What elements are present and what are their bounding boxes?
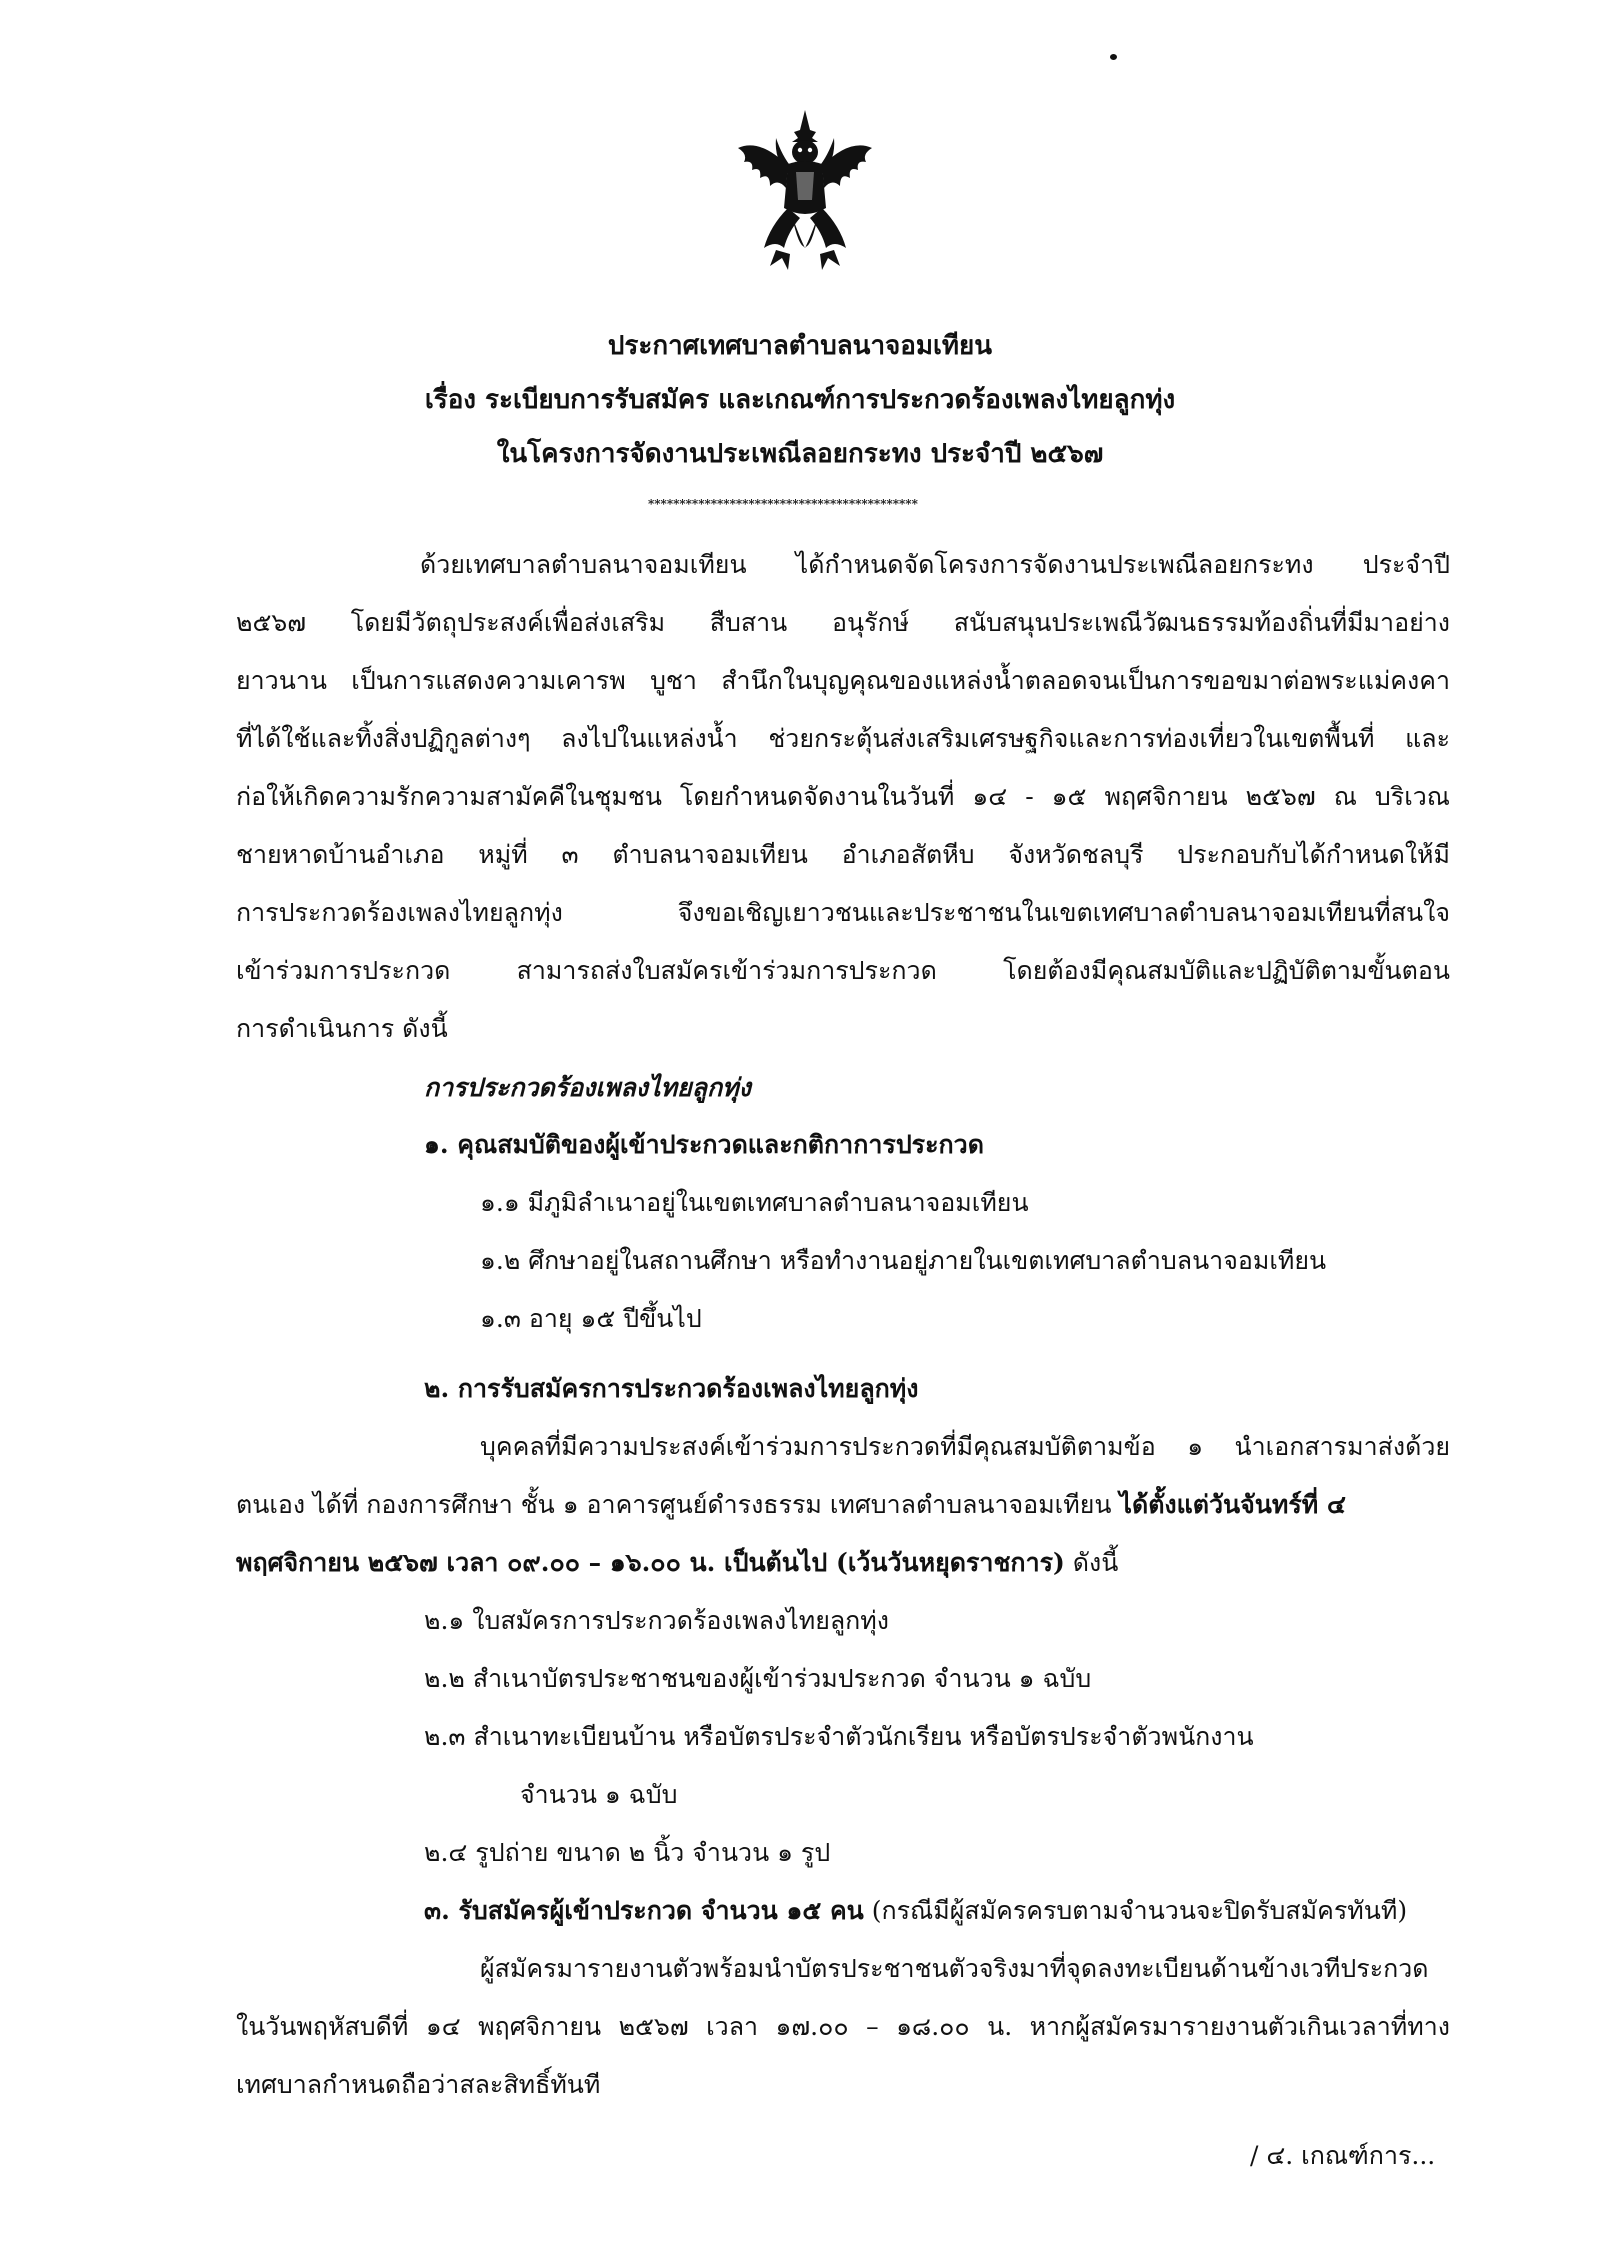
- section3-heading: [424, 1893, 1407, 1929]
- section2-paragraph-line: [236, 1545, 1118, 1581]
- section1-item: ๑.๒ ศึกษาอยู่ในสถานศึกษา หรือทำงานอยู่ภายในเขตเทศบาลตำบลนาจอมเทียน: [480, 1246, 1327, 1275]
- announcement-project: ในโครงการจัดงานประเพณีลอยกระทง ประจำปี ๒๕๖๗: [496, 439, 1104, 469]
- intro-line: ที่ได้ใช้และทิ้งสิ่งปฏิกูลต่างๆ ลงไปในแหล่งน้ำ ช่วยกระตุ้นส่งเสริมเศรษฐกิจและการท่องเที่ยวในเขตพื้นที่ และ: [236, 724, 1450, 753]
- section3-paragraph-line: ในวันพฤหัสบดีที่ ๑๔ พฤศจิกายน ๒๕๖๗ เวลา ๑๗.๐๐ – ๑๘.๐๐ น. หากผู้สมัครมารายงานตัวเกินเวลาที่ทาง: [236, 2012, 1450, 2041]
- section1-heading: ๑. คุณสมบัติของผู้เข้าประกวดและกติกาการประกวด: [424, 1130, 984, 1159]
- section2-item-continuation: จำนวน ๑ ฉบับ: [520, 1780, 678, 1809]
- section3-heading-bold: ๓. รับสมัครผู้เข้าประกวด จำนวน ๑๕ คน: [424, 1896, 864, 1925]
- section2-paragraph-line: [236, 1487, 1346, 1523]
- intro-line: ชายหาดบ้านอำเภอ หมู่ที่ ๓ ตำบลนาจอมเทียน อำเภอสัตหีบ จังหวัดชลบุรี ประกอบกับได้กำหนดให้มี: [236, 840, 1450, 869]
- section2-as-follows: ดังนี้: [1064, 1548, 1119, 1577]
- section3-heading-note: (กรณีมีผู้สมัครครบตามจำนวนจะปิดรับสมัครทันที): [863, 1896, 1408, 1925]
- intro-line: ด้วยเทศบาลตำบลนาจอมเทียน ได้กำหนดจัดโครงการจัดงานประเพณีลอยกระทง ประจำปี: [420, 550, 1450, 579]
- section2-item: ๒.๔ รูปถ่าย ขนาด ๒ นิ้ว จำนวน ๑ รูป: [424, 1838, 831, 1867]
- garuda-emblem-icon: [730, 108, 880, 278]
- section2-item: ๒.๓ สำเนาทะเบียนบ้าน หรือบัตรประจำตัวนักเรียน หรือบัตรประจำตัวพนักงาน: [424, 1722, 1254, 1751]
- section2-heading: ๒. การรับสมัครการประกวดร้องเพลงไทยลูกทุ่ง: [424, 1374, 919, 1403]
- section1-item: ๑.๓ อายุ ๑๕ ปีขึ้นไป: [480, 1304, 702, 1333]
- title-divider: *******************************************: [648, 497, 918, 511]
- contest-heading: การประกวดร้องเพลงไทยลูกทุ่ง: [424, 1073, 751, 1102]
- section3-paragraph-line: ผู้สมัครมารายงานตัวพร้อมนำบัตรประชาชนตัวจริงมาที่จุดลงทะเบียนด้านข้างเวทีประกวด: [480, 1954, 1429, 1983]
- intro-line: ก่อให้เกิดความรักความสามัคคีในชุมชน โดยกำหนดจัดงานในวันที่ ๑๔ - ๑๕ พฤศจิกายน ๒๕๖๗ ณ บริเวณ: [236, 782, 1450, 811]
- section2-start-date: ได้ตั้งแต่วันจันทร์ที่ ๔: [1119, 1490, 1346, 1519]
- section2-location-text: ตนเอง ได้ที่ กองการศึกษา ชั้น ๑ อาคารศูนย์ดำรงธรรม เทศบาลตำบลนาจอมเทียน: [236, 1490, 1120, 1519]
- intro-line: การดำเนินการ ดังนี้: [236, 1014, 448, 1043]
- announcement-title: ประกาศเทศบาลตำบลนาจอมเทียน: [607, 331, 993, 361]
- section3-paragraph-line: เทศบาลกำหนดถือว่าสละสิทธิ์ทันที: [236, 2070, 601, 2099]
- section2-item: ๒.๑ ใบสมัครการประกวดร้องเพลงไทยลูกทุ่ง: [424, 1606, 889, 1635]
- scan-speck: [1110, 54, 1117, 60]
- announcement-subject: เรื่อง ระเบียบการรับสมัคร และเกณฑ์การประกวดร้องเพลงไทยลูกทุ่ง: [424, 385, 1176, 415]
- section2-date-time: พฤศจิกายน ๒๕๖๗ เวลา ๐๙.๐๐ – ๑๖.๐๐ น. เป็นต้นไป (เว้นวันหยุดราชการ): [236, 1548, 1065, 1577]
- section2-paragraph-line: บุคคลที่มีความประสงค์เข้าร่วมการประกวดที่มีคุณสมบัติตามข้อ ๑ นำเอกสารมาส่งด้วย: [480, 1432, 1450, 1461]
- intro-line: เข้าร่วมการประกวด สามารถส่งใบสมัครเข้าร่วมการประกวด โดยต้องมีคุณสมบัติและปฏิบัติตามขั้นตอน: [236, 956, 1450, 985]
- section1-item: ๑.๑ มีภูมิลำเนาอยู่ในเขตเทศบาลตำบลนาจอมเทียน: [480, 1188, 1029, 1217]
- page-continuation: / ๔. เกณฑ์การ...: [1250, 2141, 1436, 2170]
- section2-item: ๒.๒ สำเนาบัตรประชาชนของผู้เข้าร่วมประกวด จำนวน ๑ ฉบับ: [424, 1664, 1092, 1693]
- intro-line: ยาวนาน เป็นการแสดงความเคารพ บูชา สำนึกในบุญคุณของแหล่งน้ำตลอดจนเป็นการขอขมาต่อพระแม่คงคา: [236, 666, 1450, 695]
- intro-line: การประกวดร้องเพลงไทยลูกทุ่ง จึงขอเชิญเยาวชนและประชาชนในเขตเทศบาลตำบลนาจอมเทียนที่สนใจ: [236, 898, 1450, 927]
- intro-line: ๒๕๖๗ โดยมีวัตถุประสงค์เพื่อส่งเสริม สืบสาน อนุรักษ์ สนับสนุนประเพณีวัฒนธรรมท้องถิ่นที่มีมาอย่าง: [236, 608, 1450, 637]
